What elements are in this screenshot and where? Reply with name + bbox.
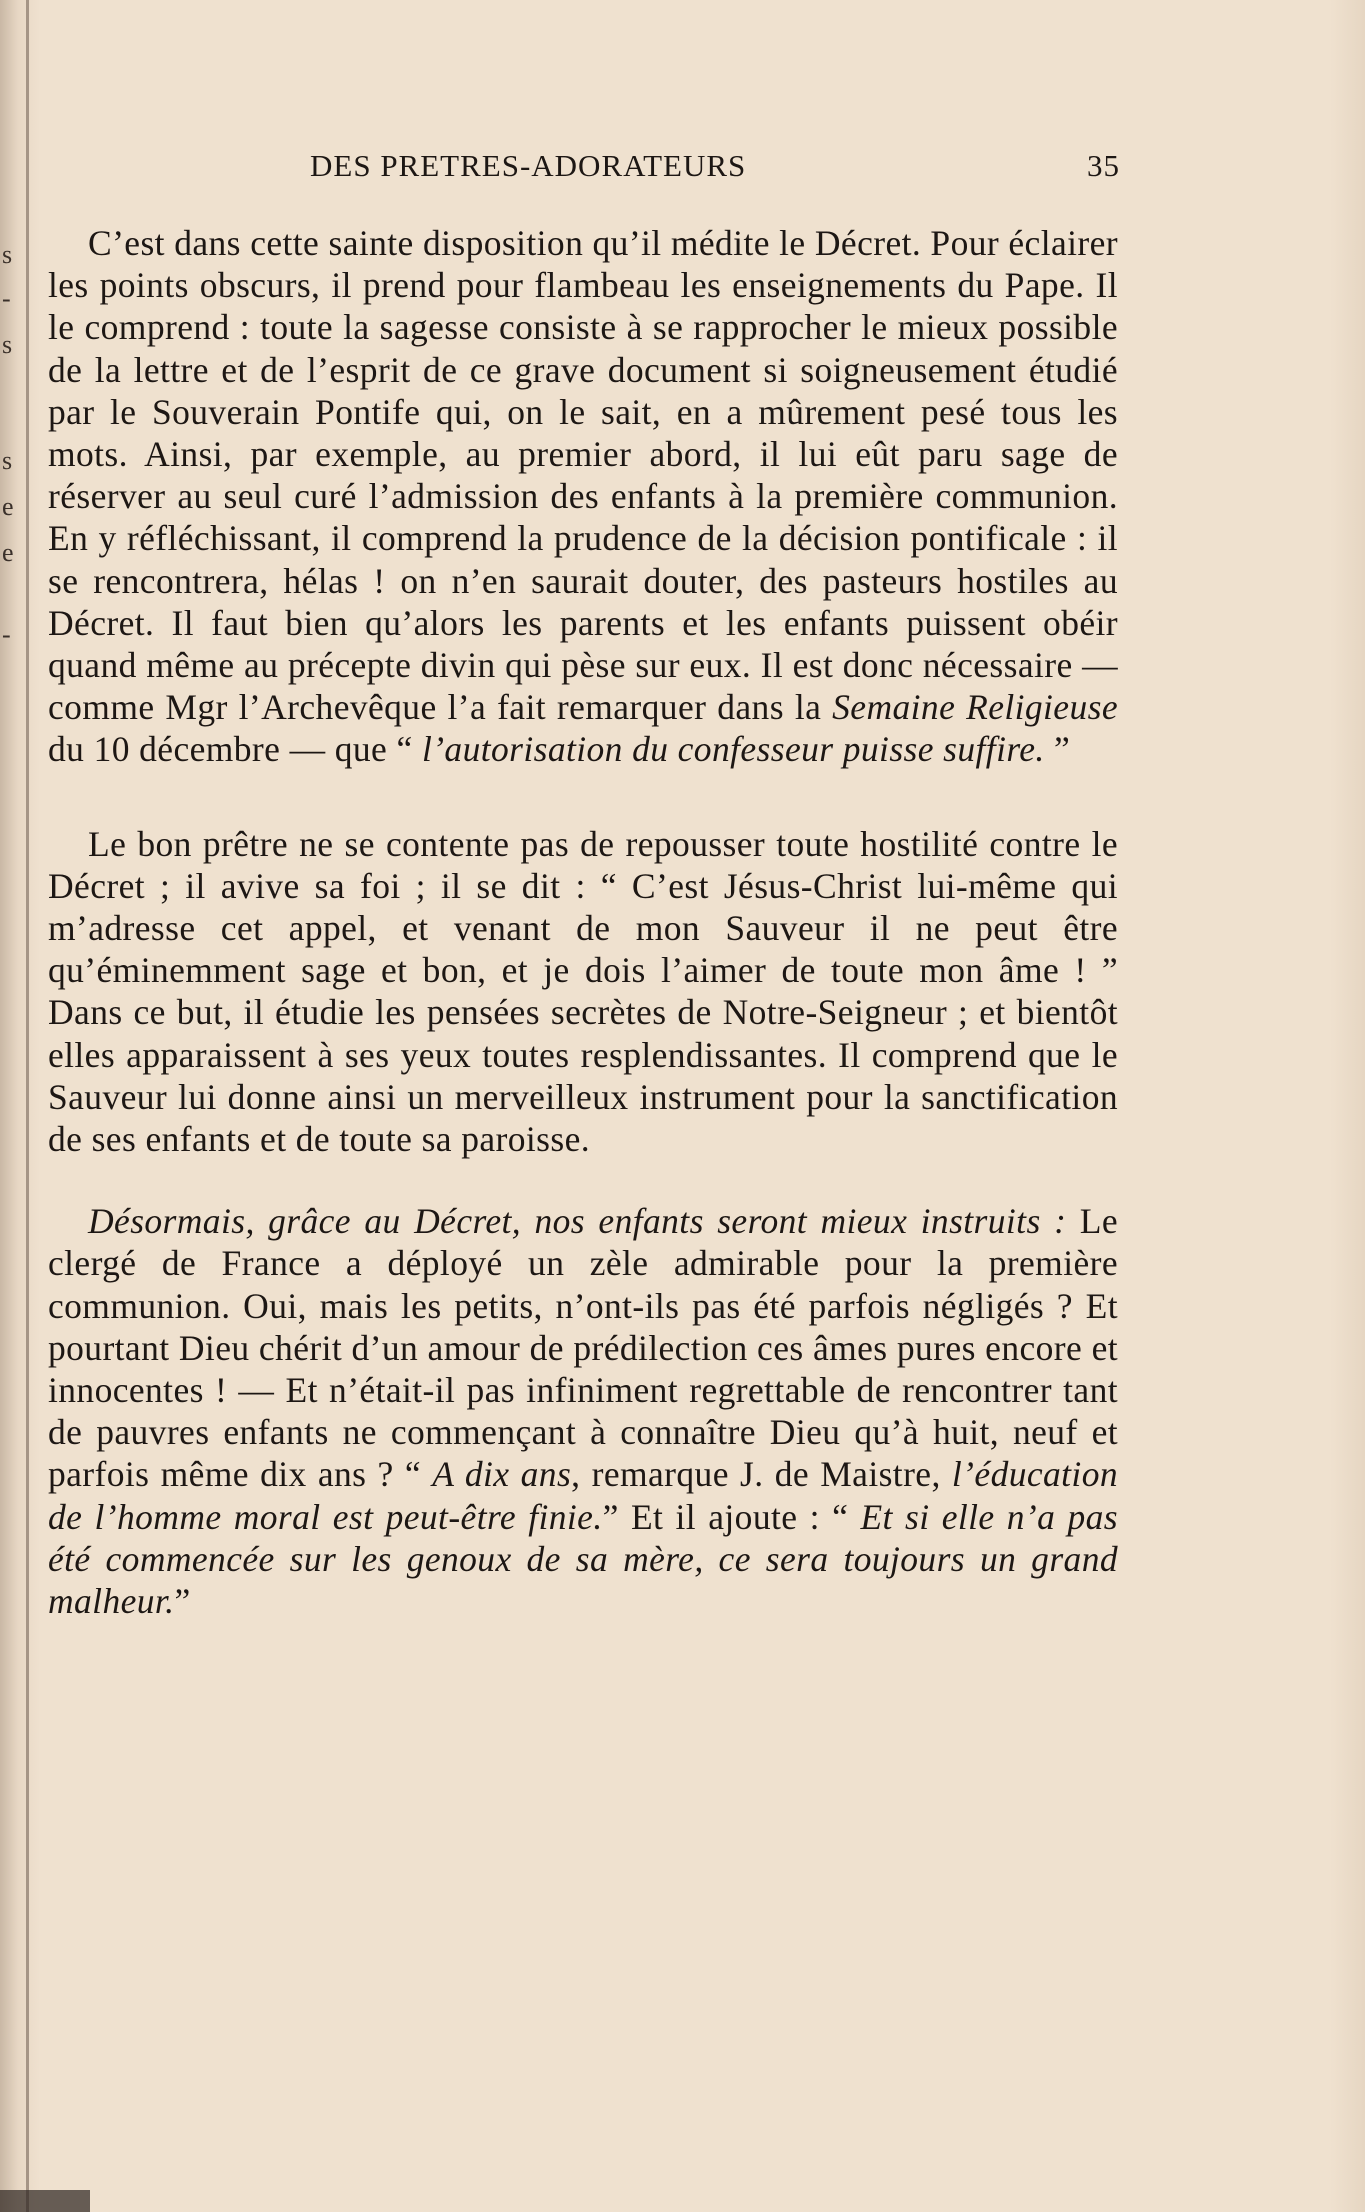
left-margin-fragments: [0, 240, 22, 660]
text-run: ”: [174, 1581, 191, 1622]
margin-fragment: s: [2, 330, 13, 359]
paragraph: [48, 823, 1118, 1161]
body-text: [48, 222, 1118, 1622]
paragraph: [48, 222, 1118, 771]
text-run: ” Et il ajoute : “: [602, 1496, 861, 1537]
italic-text: Désormais, grâce au Décret, nos enfants seront mieux instruits :: [88, 1201, 1067, 1242]
text-run: , remarque J. de Maistre,: [571, 1454, 952, 1495]
margin-fragment: s: [2, 240, 13, 269]
margin-fragment: s: [2, 446, 13, 475]
scan-edge-shadow: [0, 2190, 90, 2212]
italic-text: l’éducation de l’homme moral est peut-être finie.: [48, 1454, 1118, 1537]
page-number: 35: [1087, 148, 1120, 183]
text-run: ”: [1044, 729, 1071, 770]
text-run: Le clergé de France a déployé un zèle admirable pour la première communion. Oui, mais les petits, n’ont-ils pas été parfois négligés ? Et pourtant Dieu chérit d’un amour de prédilection ces âmes pures encore et innocentes ! — Et n’était-il pas infiniment regrettable de rencontrer tant de pauvres enfants ne commençant à connaître Dieu qu’à huit, neuf et parfois même dix ans ? “: [48, 1201, 1118, 1495]
text-run: Le bon prêtre ne se contente pas de repousser toute hostilité contre le Décret ; il avive sa foi ; il se dit : “ C’est Jésus-Christ lui-même qui m’adresse cet appel, et venant de mon Sauveur il ne peut être qu’éminemment sage et bon, et je dois l’aimer de toute mon âme ! ” Dans ce but, il étudie les pensées secrètes de Notre-Seigneur ; et bientôt elles apparaissent à ses yeux toutes resplendissantes. Il comprend que le Sauveur lui donne ainsi un merveilleux instrument pour la sanctification de ses enfants et de toute sa paroisse.: [48, 823, 1118, 1160]
running-title: DES PRETRES-ADORATEURS: [310, 148, 747, 183]
margin-fragment: -: [2, 620, 11, 649]
paragraph: [48, 1200, 1118, 1622]
italic-text: A dix ans: [432, 1454, 572, 1495]
margin-fragment: e: [2, 538, 14, 567]
italic-text: Semaine Religieuse: [832, 687, 1118, 728]
text-run: du 10 décembre — que “: [48, 729, 422, 770]
running-header: [310, 148, 1120, 188]
binding-gutter: [26, 0, 29, 2212]
margin-fragment: e: [2, 492, 14, 521]
text-run: C’est dans cette sainte disposition qu’il médite le Décret. Pour éclairer les points obscurs, il prend pour flambeau les enseignements du Pape. Il le comprend : toute la sagesse consiste à se rapprocher le mieux possible de la lettre et de l’esprit de ce grave document si soigneusement étudié par le Souverain Pontife qui, on le sait, en a mûrement pesé tous les mots. Ainsi, par exemple, au premier abord, il lui eût paru sage de réserver au seul curé l’admission des enfants à la première communion. En y réfléchissant, il comprend la prudence de la décision pontificale : il se rencontrera, hélas ! on n’en saurait douter, des pasteurs hostiles au Décret. Il faut bien qu’alors les parents et les enfants puissent obéir quand même au précepte divin qui pèse sur eux. Il est donc nécessaire — comme Mgr l’Archevêque l’a fait remarquer dans la: [48, 223, 1118, 728]
italic-text: l’autorisation du confesseur puisse suffire.: [421, 729, 1045, 770]
margin-fragment: -: [2, 284, 11, 313]
italic-text: Et si elle n’a pas été commencée sur les genoux de sa mère, ce sera toujours un grand malheur.: [48, 1496, 1118, 1622]
